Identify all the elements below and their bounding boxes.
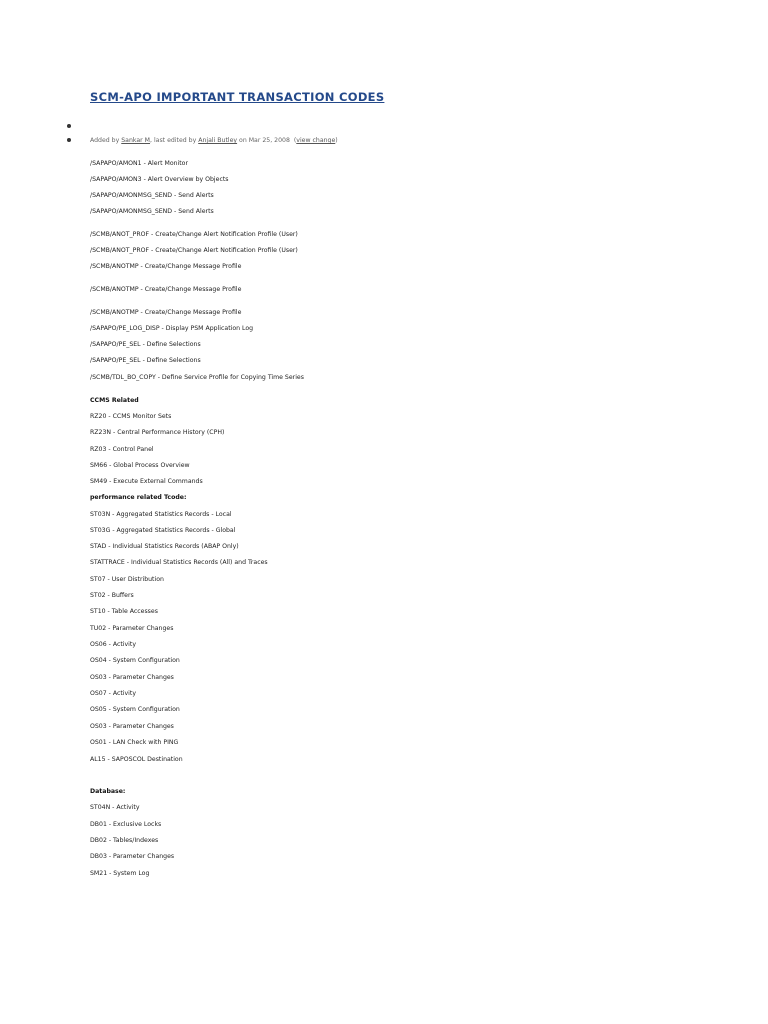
list-item: RZ20 - CCMS Monitor Sets bbox=[90, 413, 172, 420]
section-heading-performance: performance related Tcode: bbox=[90, 494, 187, 501]
list-item: /SCMB/ANOT_PROF - Create/Change Alert Notification Profile (User) bbox=[90, 247, 298, 254]
list-item: OS01 - LAN Check with PING bbox=[90, 739, 179, 746]
list-item: OS05 - System Configuration bbox=[90, 706, 180, 713]
list-item: SM49 - Execute External Commands bbox=[90, 478, 203, 485]
section-heading-database: Database: bbox=[90, 788, 126, 795]
list-item: /SCMB/ANOTMP - Create/Change Message Profile bbox=[90, 286, 242, 293]
list-item: /SCMB/ANOT_PROF - Create/Change Alert Notification Profile (User) bbox=[90, 231, 298, 238]
list-item: /SCMB/ANOTMP - Create/Change Message Profile bbox=[90, 263, 242, 270]
list-item: /SCMB/ANOTMP - Create/Change Message Profile bbox=[90, 309, 242, 316]
list-item: /SAPAPO/AMONMSG_SEND - Send Alerts bbox=[90, 208, 214, 215]
bullet-point bbox=[67, 124, 71, 128]
list-item: DB02 - Tables/Indexes bbox=[90, 837, 159, 844]
list-item: /SCMB/TDL_BO_COPY - Define Service Profile for Copying Time Series bbox=[90, 374, 304, 381]
list-item: ST07 - User Distribution bbox=[90, 576, 164, 583]
author-link[interactable]: Sankar M bbox=[121, 137, 151, 144]
list-item: /SAPAPO/PE_SEL - Define Selections bbox=[90, 341, 201, 348]
edited-by-prefix: , last edited by bbox=[150, 137, 197, 144]
list-item: OS03 - Parameter Changes bbox=[90, 674, 174, 681]
list-item: OS06 - Activity bbox=[90, 641, 136, 648]
list-item: TU02 - Parameter Changes bbox=[90, 625, 174, 632]
added-by-prefix: Added by bbox=[90, 137, 120, 144]
bullet-point bbox=[67, 138, 71, 142]
edit-date: on Mar 25, 2008 bbox=[239, 137, 290, 144]
list-item: /SAPAPO/PE_SEL - Define Selections bbox=[90, 357, 201, 364]
list-item: /SAPAPO/AMONMSG_SEND - Send Alerts bbox=[90, 192, 214, 199]
list-item: SM66 - Global Process Overview bbox=[90, 462, 190, 469]
list-item: SM21 - System Log bbox=[90, 870, 150, 877]
list-item: /SAPAPO/AMON1 - Alert Monitor bbox=[90, 160, 189, 167]
list-item: ST03N - Aggregated Statistics Records - Local bbox=[90, 511, 232, 518]
list-item: ST02 - Buffers bbox=[90, 592, 134, 599]
list-item: STAD - Individual Statistics Records (ABAP Only) bbox=[90, 543, 239, 550]
page-metadata: Added by Sankar M, last edited by Anjali Butley on Mar 25, 2008 (view change) bbox=[90, 137, 338, 144]
list-item: RZ03 - Control Panel bbox=[90, 446, 154, 453]
list-item: DB03 - Parameter Changes bbox=[90, 853, 175, 860]
list-item: OS04 - System Configuration bbox=[90, 657, 180, 664]
list-item: ST10 - Table Accesses bbox=[90, 608, 158, 615]
list-item: ST03G - Aggregated Statistics Records - Global bbox=[90, 527, 236, 534]
list-item: /SAPAPO/PE_LOG_DISP - Display PSM Application Log bbox=[90, 325, 254, 332]
list-item: /SAPAPO/AMON3 - Alert Overview by Objects bbox=[90, 176, 229, 183]
editor-link[interactable]: Anjali Butley bbox=[198, 137, 238, 144]
page-title: SCM-APO IMPORTANT TRANSACTION CODES bbox=[90, 90, 385, 104]
list-item: OS03 - Parameter Changes bbox=[90, 723, 174, 730]
list-item: RZ23N - Central Performance History (CPH) bbox=[90, 429, 225, 436]
list-item: STATTRACE - Individual Statistics Records (All) and Traces bbox=[90, 559, 268, 566]
list-item: ST04N - Activity bbox=[90, 804, 140, 811]
section-heading-ccms: CCMS Related bbox=[90, 397, 139, 404]
list-item: DB01 - Exclusive Locks bbox=[90, 821, 162, 828]
list-item: OS07 - Activity bbox=[90, 690, 136, 697]
view-change-link[interactable]: view change bbox=[296, 137, 336, 144]
list-item: AL15 - SAPOSCOL Destination bbox=[90, 756, 183, 763]
